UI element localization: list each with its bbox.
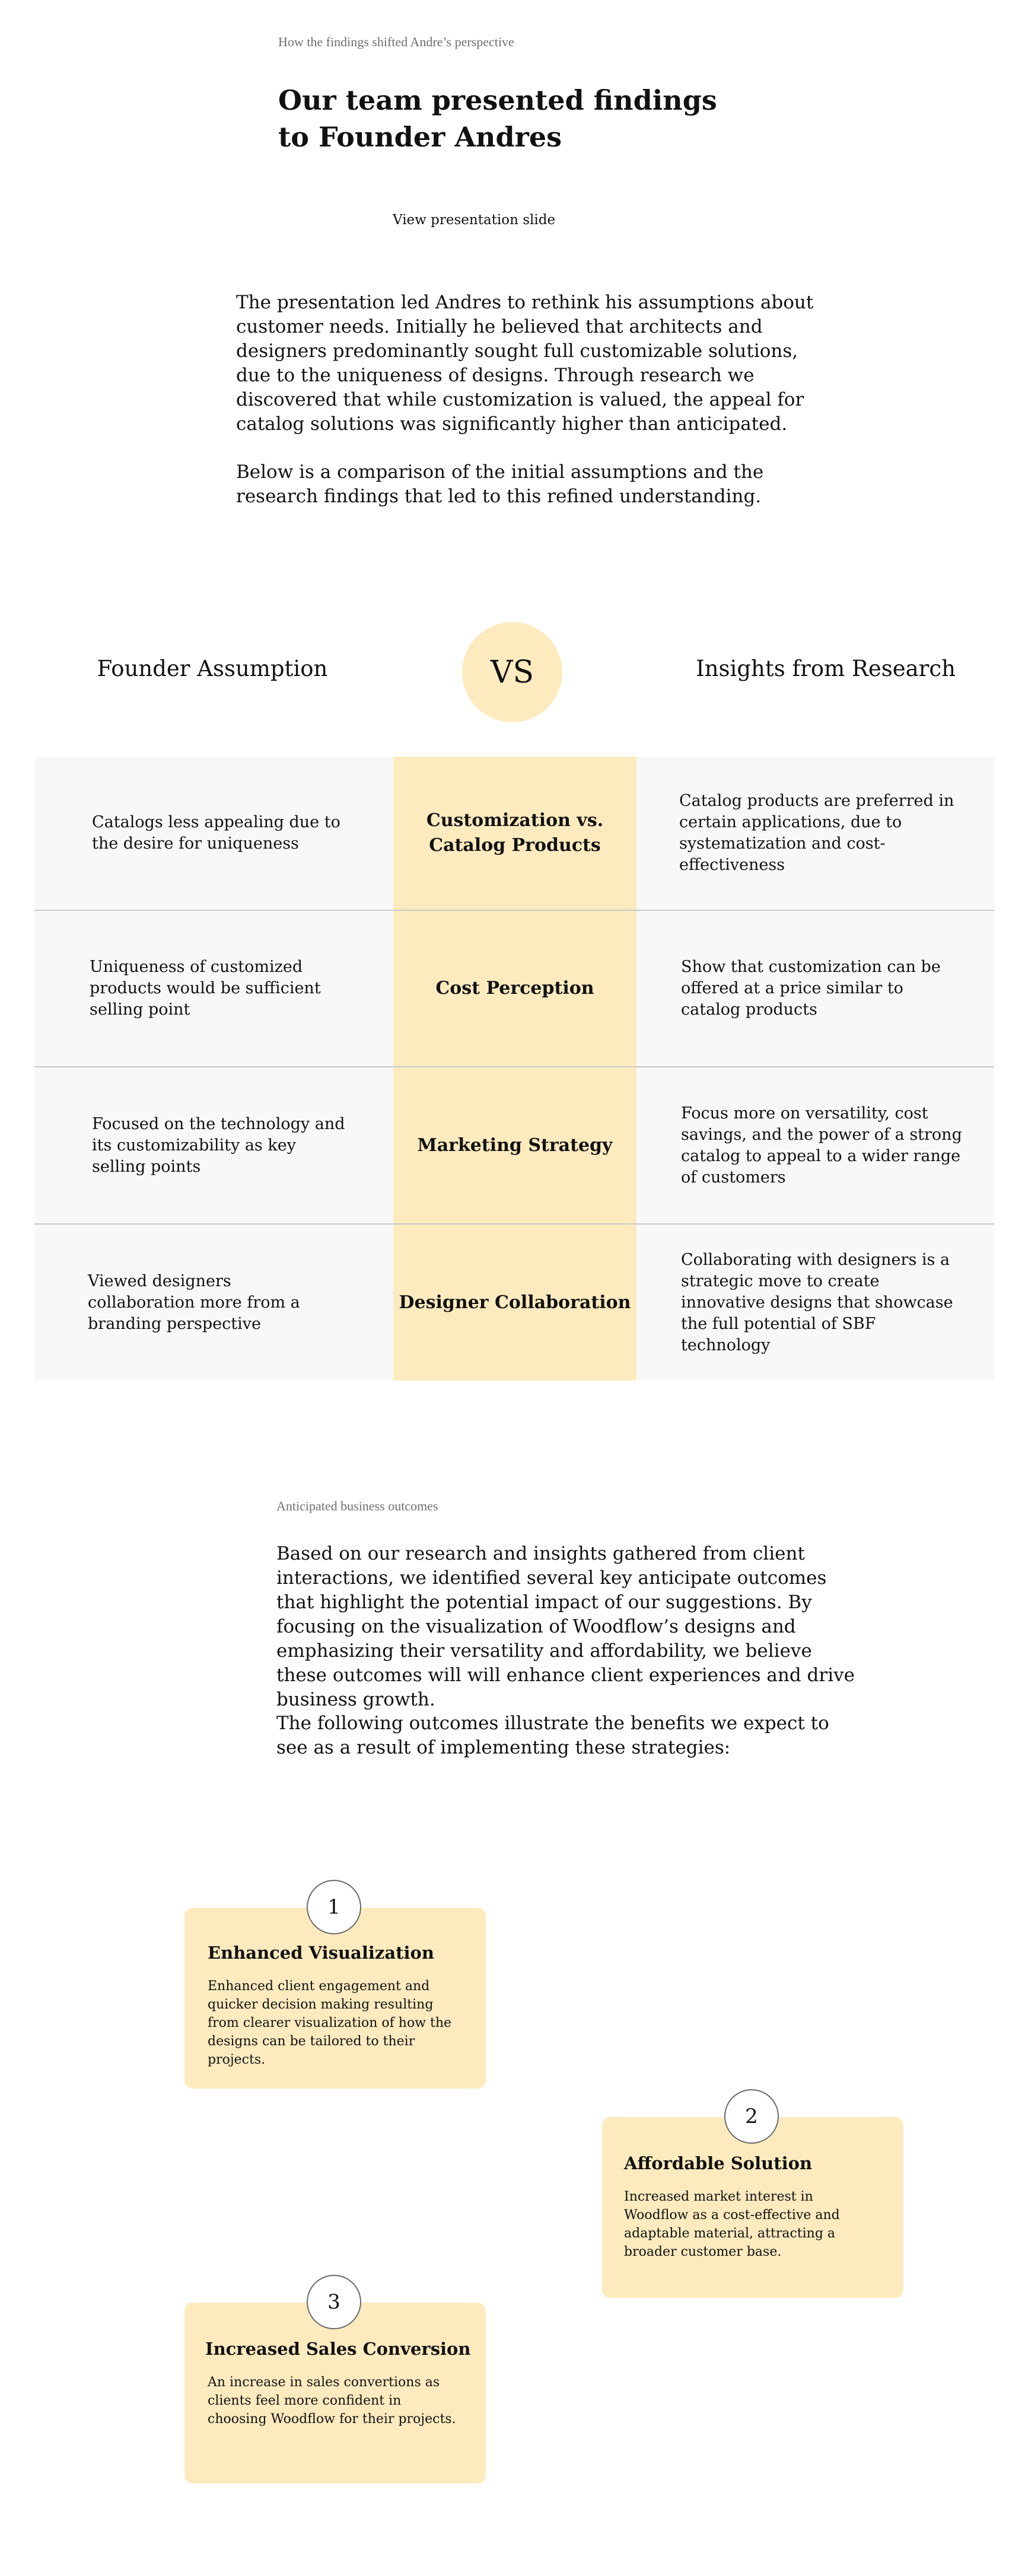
- outcome-title: Affordable Solution: [624, 2153, 813, 2173]
- insight-cell: Focus more on versatility, cost savings, and the power of a strong catalog to appeal to a wider range of customers: [681, 1104, 962, 1187]
- insight-cell: Collaborating with designers is a strategic move to create innovative designs that showcase the full potential of SBF technology: [681, 1250, 953, 1354]
- outcome-number-badge: 1: [307, 1880, 361, 1934]
- topic-cell: Marketing Strategy: [417, 1134, 613, 1156]
- view-presentation-slide-link[interactable]: View presentation slide: [393, 212, 556, 228]
- page-title: Our team presented findings to Founder Andres: [278, 84, 717, 153]
- founder-assumption-heading: Founder Assumption: [97, 656, 328, 681]
- vs-label: VS: [490, 654, 534, 690]
- topic-cell: Customization vs. Catalog Products: [426, 810, 604, 856]
- perspective-eyebrow: How the findings shifted Andre’s perspective: [278, 34, 514, 49]
- assumption-cell: Focused on the technology and its customizability as key selling points: [92, 1114, 345, 1176]
- outcomes-paragraph-2: The following outcomes illustrate the benefits we expect to see as a result of implementing these strategies:: [276, 1713, 829, 1758]
- outcome-description: Enhanced client engagement and quicker decision making resulting from clearer visualization of how the designs can be tailored to their projects.: [208, 1979, 452, 2067]
- assumption-cell: Viewed designers collaboration more from a branding perspective: [88, 1271, 300, 1333]
- assumption-cell: Catalogs less appealing due to the desire for uniqueness: [92, 813, 340, 853]
- outcome-description: An increase in sales convertions as clients feel more confident in choosing Woodflow for their projects.: [208, 2375, 456, 2427]
- assumption-cell: Uniqueness of customized products would be sufficient selling point: [90, 958, 321, 1019]
- outcome-title: Increased Sales Conversion: [205, 2339, 471, 2359]
- outcomes-paragraph-1: Based on our research and insights gathered from client interactions, we identified several key anticipate outcomes that highlight the potential impact of our suggestions. By focusing on the visualization of Woodflow’s designs and emphasizing their versatility and affordability, we believe these outcomes will will enhance client experiences and drive business growth.: [276, 1543, 855, 1710]
- vs-badge: [462, 622, 562, 722]
- outcome-number-badge: 3: [307, 2275, 361, 2329]
- topic-cell: Designer Collaboration: [399, 1292, 631, 1313]
- perspective-paragraph-2: Below is a comparison of the initial assumptions and the research findings that led to this refined understanding.: [236, 461, 764, 507]
- insight-cell: Show that customization can be offered at a price similar to catalog products: [681, 958, 941, 1019]
- insights-heading: Insights from Research: [696, 656, 956, 681]
- outcome-title: Enhanced Visualization: [208, 1943, 434, 1963]
- perspective-paragraph-1: The presentation led Andres to rethink his assumptions about customer needs. Initially he believed that architects and designers predominantly sought full customizable solutions, due to the uniqueness of designs. Through research we discovered that while customization is valued, the appeal for catalog solutions was significantly higher than anticipated.: [236, 292, 814, 435]
- insight-cell: Catalog products are preferred in certain applications, due to systematization and cost-effectiveness: [679, 792, 954, 874]
- outcomes-eyebrow: Anticipated business outcomes: [276, 1499, 438, 1513]
- topic-cell: Cost Perception: [435, 978, 594, 999]
- outcome-number-badge: 2: [724, 2089, 779, 2144]
- outcome-description: Increased market interest in Woodflow as a cost-effective and adaptable material, attracting a broader customer base.: [624, 2189, 840, 2259]
